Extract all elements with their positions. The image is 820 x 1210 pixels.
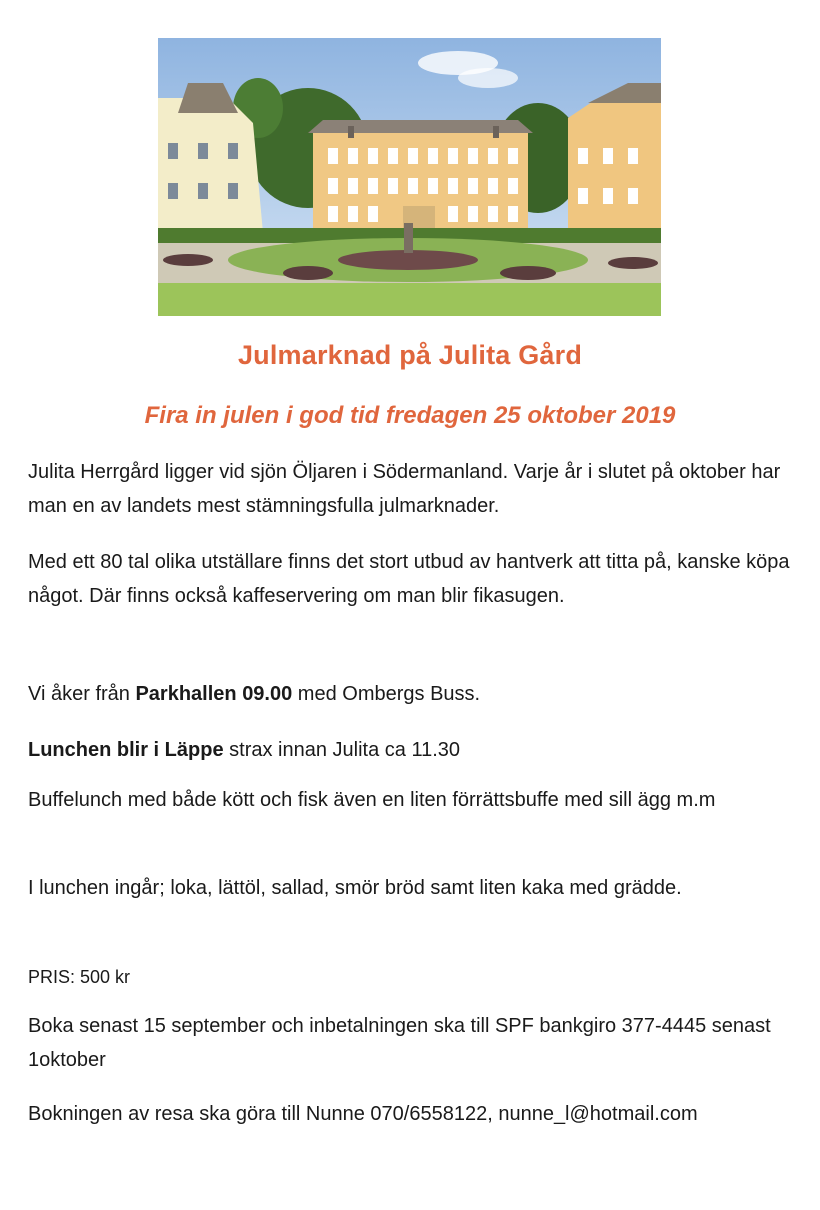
lunch-location-post: strax innan Julita ca 11.30 — [223, 739, 461, 761]
departure-text-pre: Vi åker från — [28, 683, 136, 705]
buffet-paragraph: Buffelunch med både kött och fisk även en liten förrättsbuffe med sill ägg m.m — [28, 789, 716, 811]
manor-house-photo — [158, 38, 661, 316]
lunch-location: Lunchen blir i Läppe — [28, 739, 224, 761]
departure-text-post: med Ombergs Buss. — [292, 683, 481, 705]
exhibitors-paragraph: Med ett 80 tal olika utställare finns det stort utbud av hantverk att titta på, kanske köpa något. Där finns också kaffeservering om man blir fikasugen. — [28, 551, 790, 607]
page-subtitle: Fira in julen i god tid fredagen 25 oktober 2019 — [144, 402, 676, 429]
page-title: Julmarknad på Julita Gård — [237, 340, 583, 370]
departure-paragraph — [28, 677, 798, 711]
booking-contact-paragraph: Bokningen av resa ska göra till Nunne 070/6558122, nunne_l@hotmail.com — [28, 1103, 698, 1125]
departure-place-time: Parkhallen 09.00 — [135, 683, 293, 705]
price-text: PRIS: 500 kr — [28, 967, 131, 987]
booking-deadline-paragraph: Boka senast 15 september och inbetalningen ska till SPF bankgiro 377-4445 senast 1oktober — [28, 1015, 771, 1071]
intro-paragraph: Julita Herrgård ligger vid sjön Öljaren i Södermanland. Varje år i slutet på oktober har man en av landets mest stämningsfulla julmarknader. — [28, 461, 781, 517]
lunch-location-paragraph — [28, 733, 798, 767]
lunch-includes-paragraph: I lunchen ingår; loka, lättöl, sallad, smör bröd samt liten kaka med grädde. — [28, 877, 682, 899]
